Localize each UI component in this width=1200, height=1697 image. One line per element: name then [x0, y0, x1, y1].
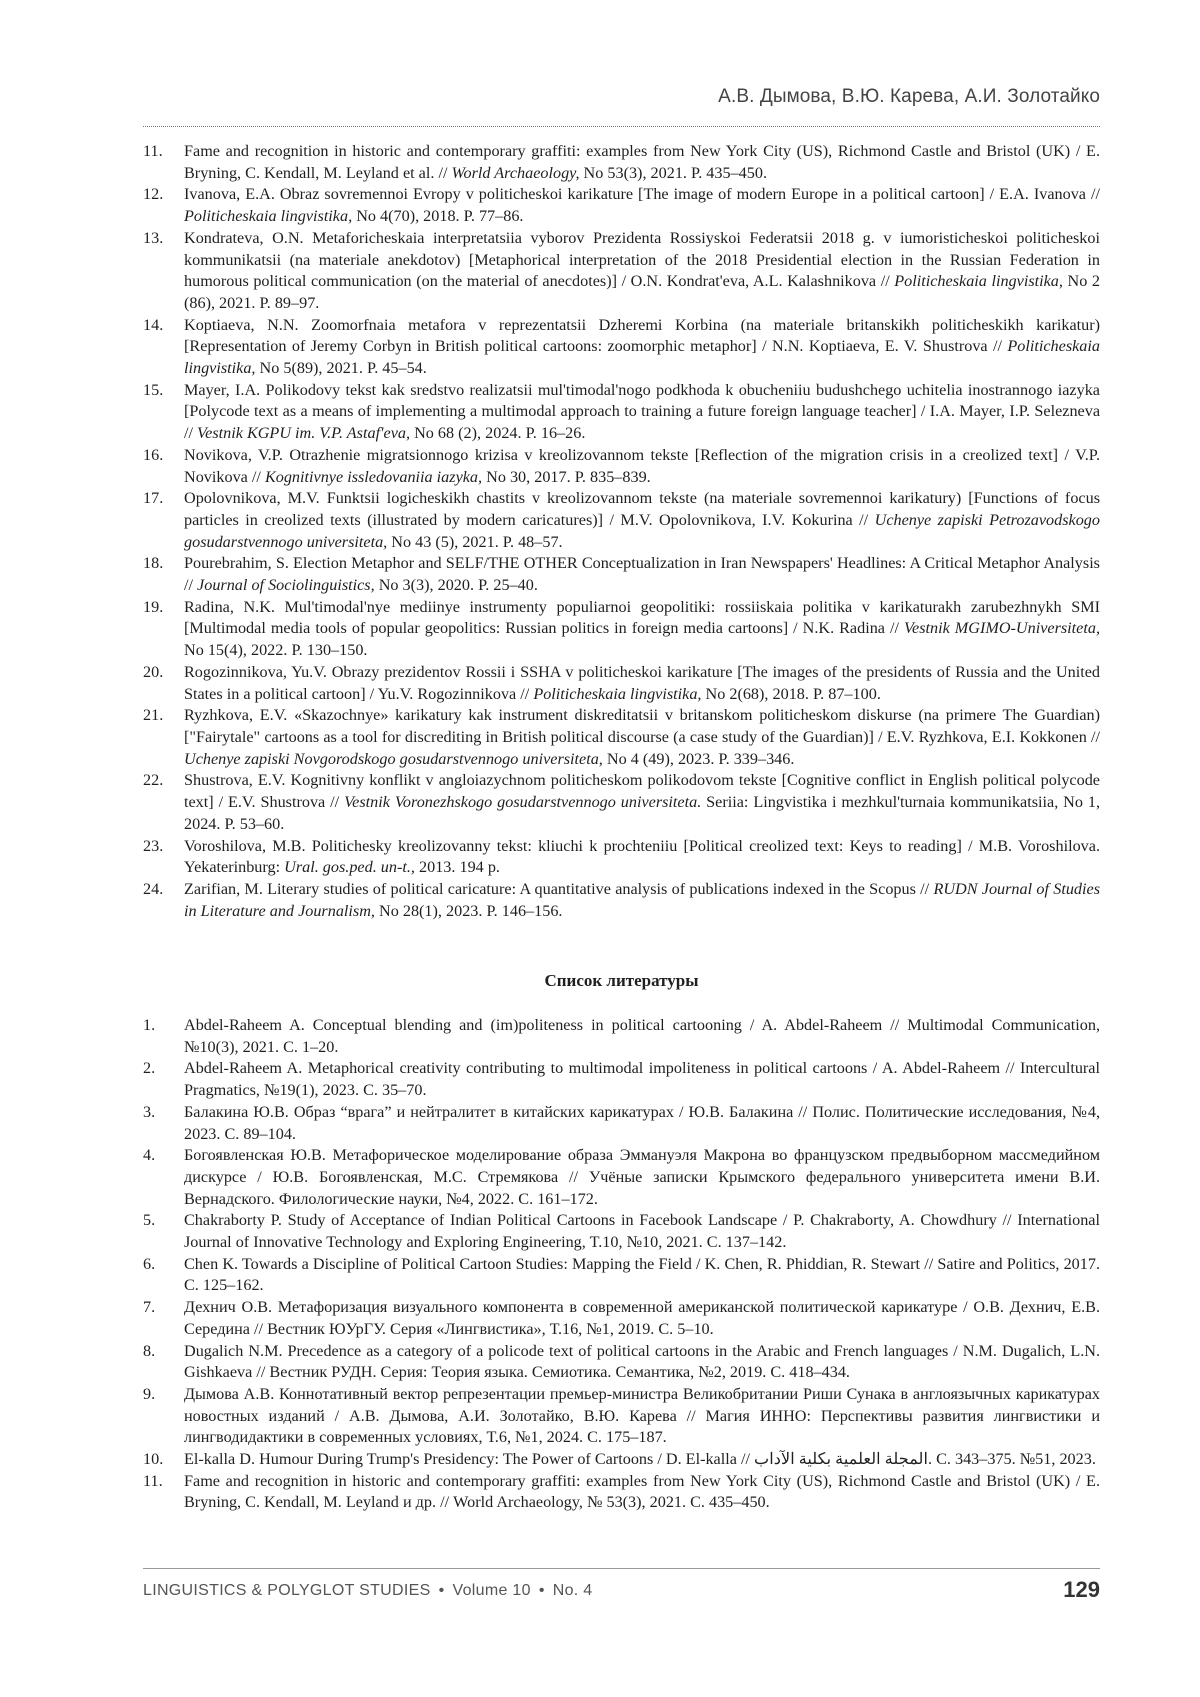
reference-item: [143, 488, 1100, 553]
reference-number: 21.: [143, 706, 164, 725]
reference-text-segment: Chakraborty P. Study of Acceptance of Indian Political Cartoons in Facebook Landscape / P. Chakraborty, A. Chowdhury // International Journal of Innovative Technology and Exploring Engineering, T.10, №10, 2021. C. 137–142.: [184, 1211, 1100, 1252]
reference-number: 6.: [143, 1254, 156, 1273]
reference-text-segment: No 2(68), 2018. P. 87–100.: [701, 684, 881, 703]
footer-divider: [143, 1568, 1100, 1569]
reference-number: 9.: [143, 1384, 156, 1403]
reference-item: [143, 445, 1100, 488]
reference-text-segment: No 5(89), 2021. P. 45–54.: [255, 359, 427, 378]
page-number: 129: [1063, 1577, 1100, 1602]
reference-number: 11.: [143, 1471, 163, 1490]
reference-text: [184, 1384, 1100, 1449]
reference-text-segment: Rogozinnikova, Yu.V. Obrazy prezidentov Rossii i SSHA v politicheskoi karikature [The images of the presidents of Russia and the United States in a political cartoon] / Yu.V. Rogozinnikova //: [184, 662, 1100, 703]
reference-text: [184, 879, 1100, 922]
reference-text-segment: Ryzhkova, E.V. «Skazochnye» karikatury kak instrument diskreditatsii v britanskom politicheskom diskurse (na primere The Guardian) ["Fairytale" cartoons as a tool for discrediting in British political discourse (a case study of the Guardian)] / E.V. Ryzhkova, E.I. Kokkonen //: [184, 706, 1100, 746]
reference-text: [184, 380, 1100, 445]
reference-number: 22.: [143, 771, 164, 790]
reference-text: [184, 1449, 1100, 1471]
reference-text-segment: 2013. 194 p.: [414, 858, 500, 877]
reference-text: [184, 184, 1100, 227]
reference-number: 8.: [143, 1341, 156, 1360]
reference-text: [184, 836, 1100, 879]
reference-text: [184, 705, 1100, 770]
reference-text-segment: No 15(4), 2022. P. 130–150.: [184, 641, 368, 660]
reference-number: 18.: [143, 554, 164, 573]
reference-item: [143, 1449, 1100, 1471]
reference-item: [143, 597, 1100, 662]
reference-list-english: [143, 141, 1100, 922]
reference-item: [143, 836, 1100, 879]
reference-text-segment: Ivanova, E.A. Obraz sovremennoi Evropy v politicheskoi karikature [The image of modern Europe in a political cartoon] / E.A. Ivanova //: [184, 185, 1100, 204]
volume-label: Volume 10: [452, 1582, 531, 1599]
reference-text: [184, 1471, 1100, 1514]
reference-text-segment: No 4 (49), 2023. P. 339–346.: [602, 749, 795, 768]
footer-separator: •: [538, 1582, 545, 1599]
reference-text: [184, 1058, 1100, 1101]
reference-text: [184, 1341, 1100, 1384]
reference-source-title: Uchenye zapiski Petrozavodskogo gosudarstvennogo universiteta,: [184, 510, 1100, 551]
reference-item: [143, 228, 1100, 315]
reference-text-segment: El-kalla D. Humour During Trump's Presidency: The Power of Cartoons / D. El-kalla // المجلة العلمية بكلية الآداب. C. 343–375. №51, 2023.: [184, 1450, 1096, 1469]
reference-source-title: Politicheskaia lingvistika,: [184, 207, 353, 226]
reference-text: [184, 553, 1100, 596]
issue-label: No. 4: [552, 1582, 593, 1599]
reference-number: 13.: [143, 228, 164, 247]
reference-number: 24.: [143, 879, 164, 898]
reference-text: [184, 141, 1100, 184]
reference-text-segment: No 43 (5), 2021. P. 48–57.: [387, 532, 563, 551]
reference-item: [143, 1384, 1100, 1449]
reference-number: 16.: [143, 445, 164, 464]
reference-item: [143, 141, 1100, 184]
reference-text-segment: Kondrateva, O.N. Metaforicheskaia interpretatsiia vyborov Prezidenta Rossiyskoi Federatsii 2018 g. v iumoristicheskoi politicheskoi kommunikatsii (na materiale anekdotov) [Metaphorical interpretation of the 2018 Presidential election in the Russian Federation in humorous political communication (on the material of anecdotes)] / O.N. Kondrat'eva, A.L. Kalashnikova //: [184, 228, 1100, 291]
reference-item: [143, 1015, 1100, 1058]
reference-text-segment: Radina, N.K. Mul'timodal'nye mediinye instrumenty populiarnoi geopolitiki: rossiiskaia politika v karikaturakh zarubezhnykh SMI [Multimodal media tools of popular geopolitics: Russian politics in foreign media cartoons] / N.K. Radina //: [184, 597, 1100, 638]
reference-item: [143, 879, 1100, 922]
reference-text-segment: Chen K. Towards a Discipline of Political Cartoon Studies: Mapping the Field / K. Chen, R. Phiddian, R. Stewart // Satire and Politics, 2017. C. 125–162.: [184, 1254, 1100, 1295]
reference-source-title: Vestnik KGPU im. V.P. Astaf'eva,: [197, 424, 411, 443]
reference-source-title: Politicheskaia lingvistika,: [184, 337, 1100, 378]
reference-item: [143, 184, 1100, 227]
reference-source-title: World Archaeology,: [451, 163, 580, 182]
reference-text-segment: Mayer, I.A. Polikodovy tekst kak sredstvo realizatsii mul'timodal'nogo podkhoda k obucheniiu budushchego uchitelia inostrannogo iazyka [Polycode text as a means of implementing a multimodal approach to training a future foreign language teacher] / I.A. Mayer, I.P. Selezneva //: [184, 380, 1100, 443]
reference-item: [143, 380, 1100, 445]
reference-item: [143, 1210, 1100, 1253]
reference-text: [184, 597, 1100, 662]
reference-number: 1.: [143, 1016, 156, 1034]
reference-item: [143, 1341, 1100, 1384]
reference-text: [184, 315, 1100, 380]
reference-text-segment: Koptiaeva, N.N. Zoomorfnaia metafora v reprezentatsii Dzheremi Korbina (na materiale britanskikh politicheskikh karikatur) [Representation of Jeremy Corbyn in British political cartoons: zoomorphic metaphor] / N.N. Koptiaeva, E. V. Shustrova //: [184, 315, 1100, 356]
reference-number: 5.: [143, 1211, 156, 1230]
reference-text-segment: Zarifian, M. Literary studies of political caricature: A quantitative analysis of publications indexed in the Scopus //: [184, 879, 934, 898]
reference-source-title: RUDN Journal of Studies in Literature and Journalism,: [184, 879, 1100, 920]
header-divider: [143, 126, 1100, 127]
reference-source-title: Ural. gos.ped. un-t.,: [284, 858, 415, 877]
reference-text-segment: Fame and recognition in historic and contemporary graffiti: examples from New York City (US), Richmond Castle and Bristol (UK) / E. Bryning, C. Kendall, M. Leyland и др. // World Archaeology, № 53(3), 2021. C. 435–450.: [184, 1471, 1100, 1512]
reference-text-segment: Дехнич О.В. Метафоризация визуального компонента в современной американской политической карикатуре / О.В. Дехнич, Е.В. Середина // Вестник ЮУрГУ. Серия «Лингвистика», Т.16, №1, 2019. С. 5–10.: [184, 1298, 1100, 1338]
reference-item: [143, 553, 1100, 596]
reference-text-segment: Abdel-Raheem A. Conceptual blending and (im)politeness in political cartooning / A. Abdel-Raheem // Multimodal Communication, №10(3), 2021. C. 1–20.: [184, 1016, 1100, 1056]
reference-text: [184, 662, 1100, 705]
reference-text-segment: Дымова А.В. Коннотативный вектор репрезентации премьер-министра Великобритании Риши Сунака в англоязычных карикатурах новостных изданий / А.В. Дымова, А.И. Золотайко, В.Ю. Карева // Магия ИННО: Перспективы развития лингвистики и лингводидактики в современных условиях, Т.6, №1, 2024. С. 175–187.: [184, 1384, 1100, 1447]
reference-text: [184, 488, 1100, 553]
reference-text-segment: No 4(70), 2018. P. 77–86.: [352, 207, 524, 226]
reference-text: [184, 1102, 1100, 1145]
reference-source-title: Vestnik MGIMO-Universiteta,: [903, 619, 1100, 638]
reference-text-segment: Opolovnikova, M.V. Funktsii logicheskikh chastits v kreolizovannom tekste (na materiale sovremennoi karikatury) [Functions of focus particles in creolized texts (illustrated by modern caricatures)] / M.V. Opolovnikova, I.V. Kokurina //: [184, 489, 1100, 529]
reference-source-title: Kognitivnye issledovaniia iazyka,: [264, 467, 483, 486]
reference-item: [143, 1058, 1100, 1101]
reference-text-segment: Abdel-Raheem A. Metaphorical creativity contributing to multimodal impoliteness in political cartoons / A. Abdel-Raheem // Intercultural Pragmatics, №19(1), 2023. C. 35–70.: [184, 1059, 1100, 1100]
reference-number: 20.: [143, 662, 164, 681]
reference-text-segment: Voroshilova, M.B. Politichesky kreolizovanny tekst: kliuchi k prochteniiu [Political creolized text: Keys to reading] / M.B. Voroshilova. Yekaterinburg:: [184, 836, 1100, 877]
reference-item: [143, 705, 1100, 770]
reference-number: 10.: [143, 1450, 164, 1469]
reference-text-segment: No 53(3), 2021. P. 435–450.: [579, 163, 768, 182]
reference-item: [143, 1254, 1100, 1297]
reference-number: 12.: [143, 185, 164, 204]
reference-number: 15.: [143, 380, 164, 399]
reference-source-title: Vestnik Voronezhskogo gosudarstvennogo universiteta.: [344, 793, 702, 812]
reference-text-segment: Fame and recognition in historic and contemporary graffiti: examples from New York City (US), Richmond Castle and Bristol (UK) / E. Bryning, C. Kendall, M. Leyland et al. //: [184, 142, 1100, 182]
reference-text: [184, 1254, 1100, 1297]
reference-text: [184, 770, 1100, 835]
reference-text: [184, 1297, 1100, 1340]
reference-number: 19.: [143, 597, 164, 616]
reference-text-segment: No 30, 2017. P. 835–839.: [482, 467, 651, 486]
reference-source-title: Uchenye zapiski Novgorodskogo gosudarstvennogo universiteta,: [184, 749, 603, 768]
reference-number: 2.: [143, 1059, 156, 1078]
reference-item: [143, 1102, 1100, 1145]
reference-text-segment: Pourebrahim, S. Election Metaphor and SELF/THE OTHER Conceptualization in Iran Newspapers' Headlines: A Critical Metaphor Analysis //: [184, 554, 1100, 595]
reference-number: 11.: [143, 142, 163, 160]
reference-text-segment: No 68 (2), 2024. P. 16–26.: [410, 424, 586, 443]
reference-number: 14.: [143, 315, 164, 334]
footer-separator: •: [438, 1582, 445, 1599]
reference-text: [184, 1015, 1100, 1058]
reference-list-russian: [143, 1015, 1100, 1514]
running-header-authors: А.В. Дымова, В.Ю. Карева, А.И. Золотайко: [718, 86, 1100, 107]
reference-text-segment: Seriia: Lingvistika i mezhkul'turnaia kommunikatsiia, No 1, 2024. P. 53–60.: [184, 793, 1100, 833]
section-title: Список литературы: [544, 971, 699, 990]
reference-text: [184, 1145, 1100, 1210]
footer-journal-info: [143, 1582, 592, 1600]
reference-number: 17.: [143, 489, 164, 508]
reference-text: [184, 445, 1100, 488]
reference-item: [143, 1297, 1100, 1340]
reference-item: [143, 770, 1100, 835]
reference-text-segment: Novikova, V.P. Otrazhenie migratsionnogo krizisa v kreolizovannom tekste [Reflection of the migration crisis in a creolized text] / V.P. Novikova //: [184, 445, 1100, 486]
reference-item: [143, 1145, 1100, 1210]
reference-text: [184, 1210, 1100, 1253]
reference-number: 23.: [143, 836, 164, 855]
reference-source-title: Politicheskaia lingvistika,: [533, 684, 702, 703]
reference-text-segment: No 28(1), 2023. P. 146–156.: [374, 901, 563, 920]
reference-number: 4.: [143, 1146, 156, 1165]
reference-number: 3.: [143, 1102, 156, 1121]
reference-text-segment: No 3(3), 2020. P. 25–40.: [374, 576, 538, 595]
reference-number: 7.: [143, 1298, 156, 1317]
reference-text-segment: Балакина Ю.В. Образ “врага” и нейтралитет в китайских карикатурах / Ю.В. Балакина // Полис. Политические исследования, №4, 2023. С. 89–104.: [184, 1102, 1100, 1143]
reference-text-segment: Dugalich N.M. Precedence as a category of a policode text of political cartoons in the Arabic and French languages / N.M. Dugalich, L.N. Gishkaeva // Вестник РУДН. Серия: Теория языка. Семиотика. Семантика, №2, 2019. С. 418–434.: [184, 1341, 1100, 1382]
reference-source-title: Journal of Sociolinguistics,: [197, 576, 375, 595]
reference-text-segment: Shustrova, E.V. Kognitivny konflikt v angloiazychnom politicheskom polikodovom tekste [Cognitive conflict in English political polycode text] / E.V. Shustrova //: [184, 771, 1100, 812]
reference-item: [143, 662, 1100, 705]
reference-text-segment: No 2 (86), 2021. P. 89–97.: [184, 272, 1100, 312]
reference-text-segment: Богоявленская Ю.В. Метафорическое моделирование образа Эммануэля Макрона во французском предвыборном массмедийном дискурсе / Ю.В. Богоявленская, М.С. Стремякова // Учёные записки Крымского федерального университета имени В.И. Вернадского. Филологические науки, №4, 2022. С. 161–172.: [184, 1146, 1100, 1208]
reference-text: [184, 228, 1100, 315]
reference-item: [143, 315, 1100, 380]
journal-name: LINGUISTICS & POLYGLOT STUDIES: [143, 1582, 431, 1599]
reference-item: [143, 1471, 1100, 1514]
reference-source-title: Politicheskaia lingvistika,: [894, 272, 1063, 291]
